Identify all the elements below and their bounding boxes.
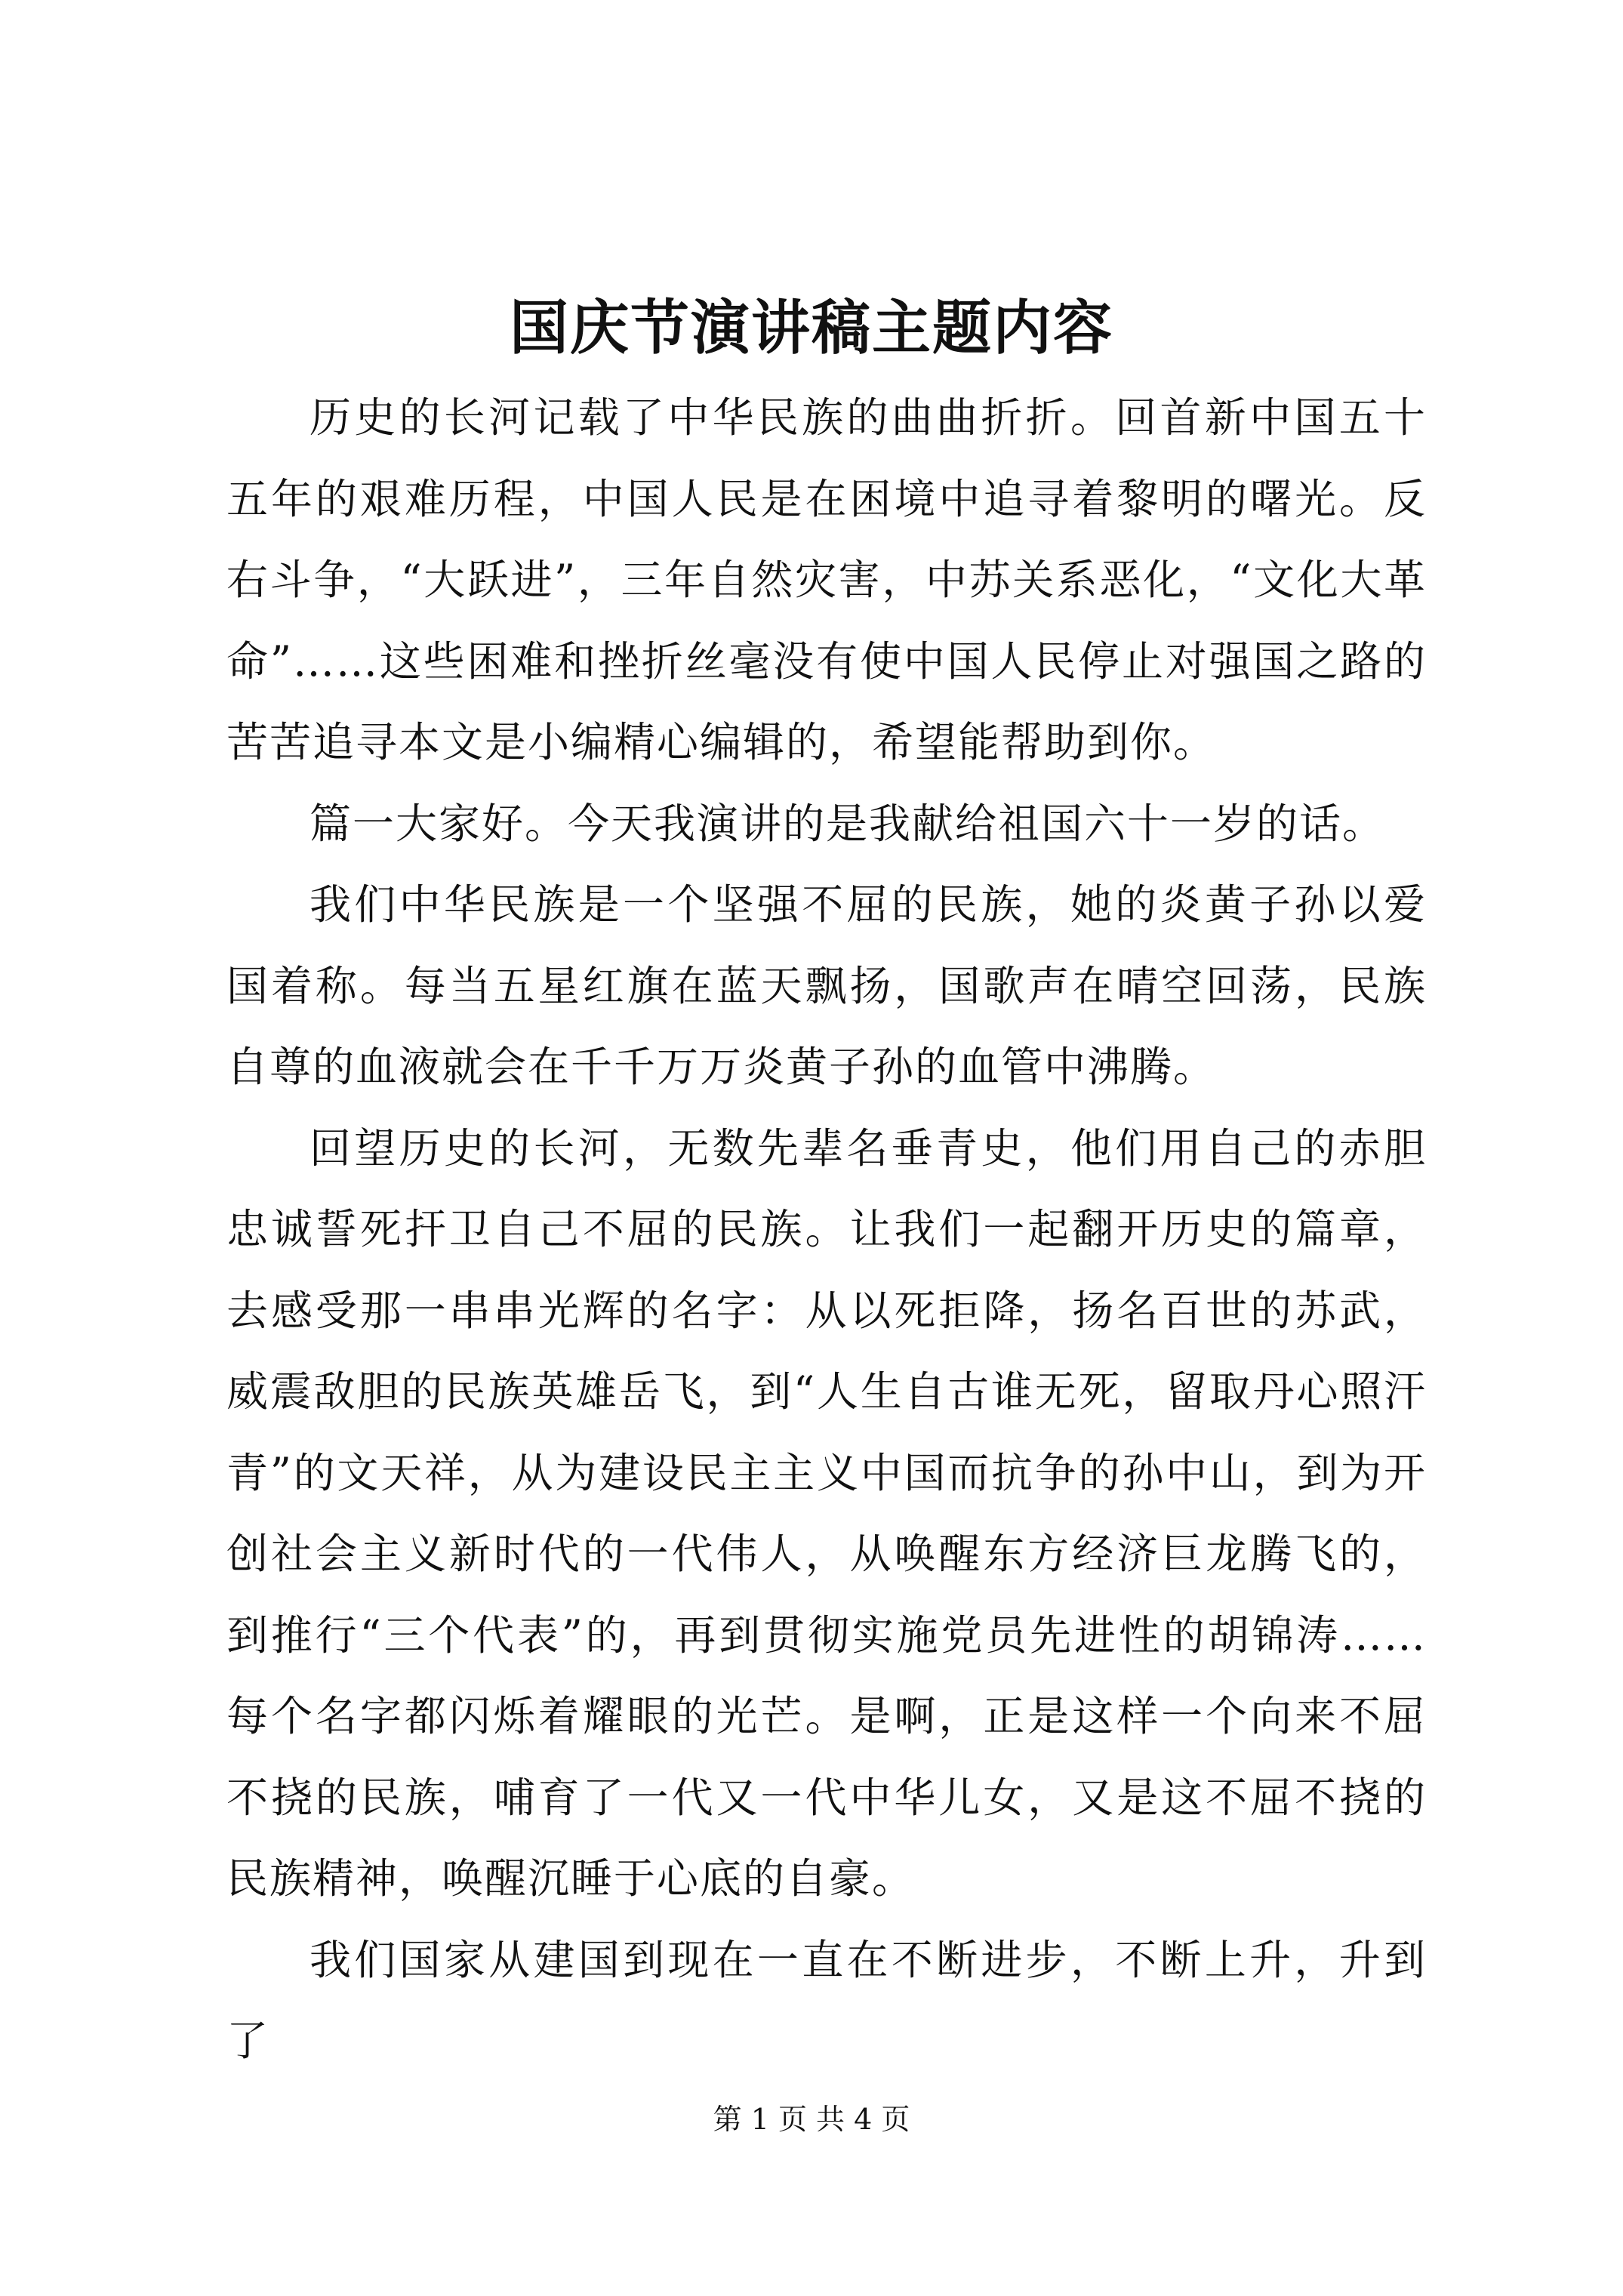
page-number-footer: 第 1 页 共 4 页 — [713, 2103, 910, 2136]
paragraph-4: 回望历史的长河，无数先辈名垂青史，他们用自己的赤胆忠诚誓死扞卫自己不屈的民族。让我们一起翻开历史的篇章，去感受那一串串光辉的名字：从以死拒降，扬名百世的苏武，威震敌胆的民族英雄岳飞，到“人生自古谁无死，留取丹心照汗青”的文天祥，从为建设民主主义中国而抗争的孙中山，到为开创社会主义新时代的一代伟人，从唤醒东方经济巨龙腾飞的，到推行“三个代表”的，再到贯彻实施党员先进性的胡锦涛……每个名字都闪烁着耀眼的光芒。是啊，正是这样一个向来不屈不挠的民族，哺育了一代又一代中华儿女，又是这不屈不挠的民族精神，唤醒沉睡于心底的自豪。 — [226, 1123, 1427, 1903]
paragraph-2: 篇一大家好。今天我演讲的是我献给祖国六十一岁的话。 — [310, 799, 1386, 848]
paragraph-1: 历史的长河记载了中华民族的曲曲折折。回首新中国五十五年的艰难历程，中国人民是在困境中追寻着黎明的曙光。反右斗争，“大跃进”，三年自然灾害，中苏关系恶化，“文化大革命”……这些困难和挫折丝毫没有使中国人民停止对强国之路的苦苦追寻本文是小编精心编辑的，希望能帮助到你。 — [226, 393, 1427, 766]
paragraph-5: 我们国家从建国到现在一直在不断进步，不断上升，升到了 — [226, 1935, 1427, 2065]
document-title: 国庆节演讲稿主题内容 — [509, 294, 1113, 362]
paragraph-3: 我们中华民族是一个坚强不屈的民族，她的炎黄子孙以爱国着称。每当五星红旗在蓝天飘扬，国歌声在晴空回荡，民族自尊的血液就会在千千万万炎黄子孙的血管中沸腾。 — [226, 880, 1427, 1091]
document-body — [226, 378, 1427, 2082]
